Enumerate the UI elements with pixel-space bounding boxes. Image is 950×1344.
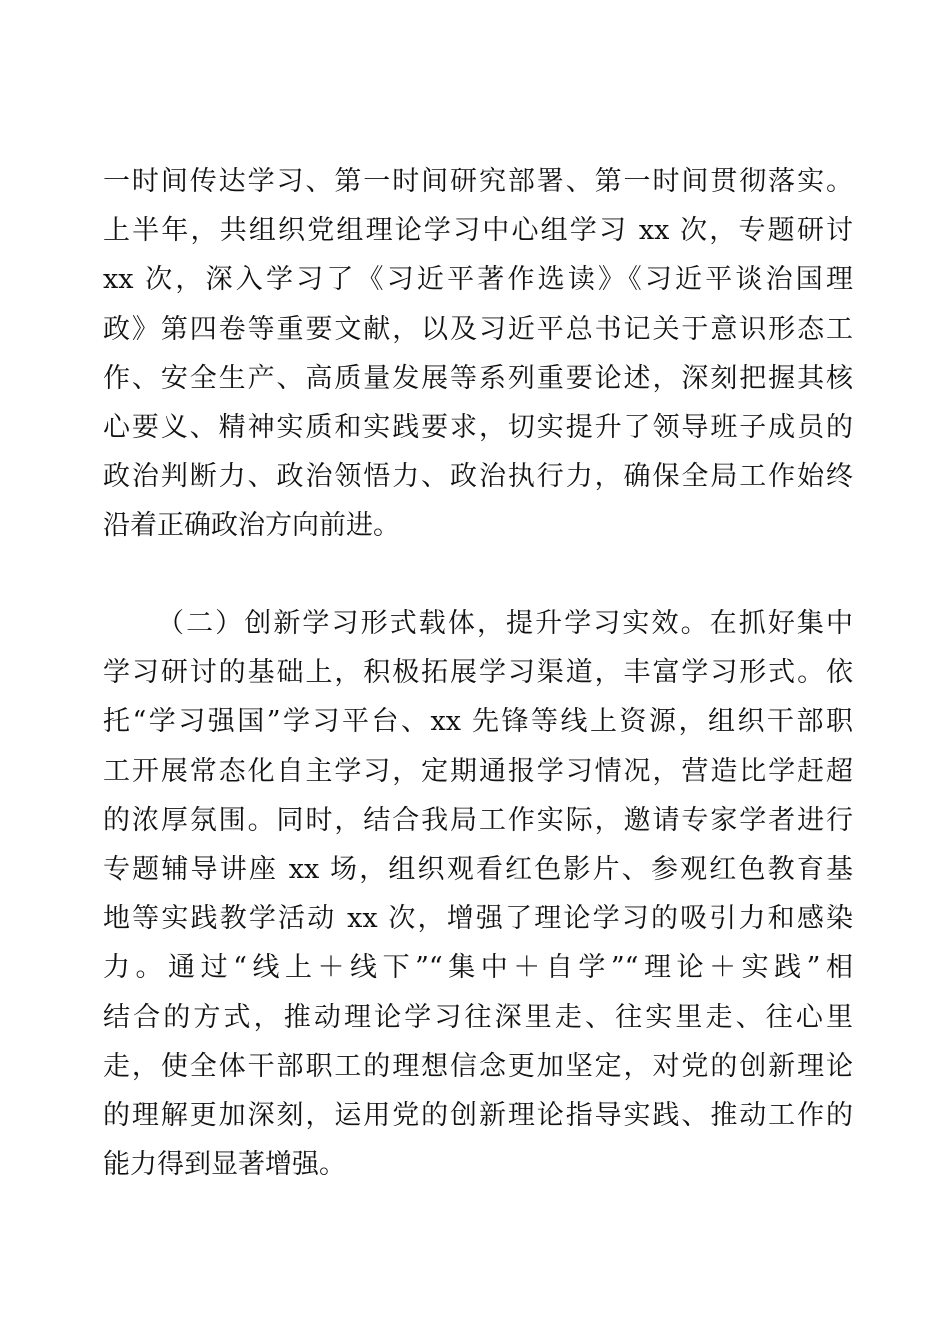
paragraph-line: 上半年，共组织党组理论学习中心组学习 xx 次，专题研讨 (103, 215, 853, 247)
paragraph-line: xx 次，深入学习了《习近平著作选读》《习近平谈治国理 (103, 264, 853, 296)
paragraph-line: 作、安全生产、高质量发展等系列重要论述，深刻把握其核 (103, 362, 853, 394)
paragraph-line: 政治判断力、政治领悟力、政治执行力，确保全局工作始终 (103, 461, 853, 493)
paragraph-line: 能力得到显著增强。 (103, 1149, 346, 1181)
paragraph-line: 心要义、精神实质和实践要求，切实提升了领导班子成员的 (103, 411, 853, 443)
paragraph-line: 的浓厚氛围。同时，结合我局工作实际，邀请专家学者进行 (103, 804, 853, 836)
paragraph-line: 一时间传达学习、第一时间研究部署、第一时间贯彻落实。 (103, 166, 853, 197)
section-heading-line: （二）创新学习形式载体，提升学习实效。在抓好集中 (157, 608, 853, 639)
paragraph-line: 力。通过“线上＋线下”“集中＋自学”“理论＋实践”相 (103, 952, 853, 984)
paragraph-line: 地等实践教学活动 xx 次，增强了理论学习的吸引力和感染 (103, 903, 853, 935)
paragraph-line: 专题辅导讲座 xx 场，组织观看红色影片、参观红色教育基 (103, 853, 853, 885)
paragraph-continued (103, 157, 853, 551)
paragraph-line: 的理解更加深刻，运用党的创新理论指导实践、推动工作的 (103, 1099, 853, 1131)
paragraph-line: 结合的方式，推动理论学习往深里走、往实里走、往心里 (103, 1001, 853, 1033)
paragraph-section-two (103, 599, 853, 1189)
paragraph-line: 工开展常态化自主学习，定期通报学习情况，营造比学赶超 (103, 755, 853, 787)
paragraph-line: 走，使全体干部职工的理想信念更加坚定，对党的创新理论 (103, 1050, 853, 1082)
paragraph-line: 沿着正确政治方向前进。 (103, 510, 400, 542)
paragraph-line: 托“学习强国”学习平台、xx 先锋等线上资源，组织干部职 (103, 706, 853, 738)
paragraph-line: 政》第四卷等重要文献，以及习近平总书记关于意识形态工 (103, 313, 853, 345)
paragraph-line: 学习研讨的基础上，积极拓展学习渠道，丰富学习形式。依 (103, 657, 853, 689)
